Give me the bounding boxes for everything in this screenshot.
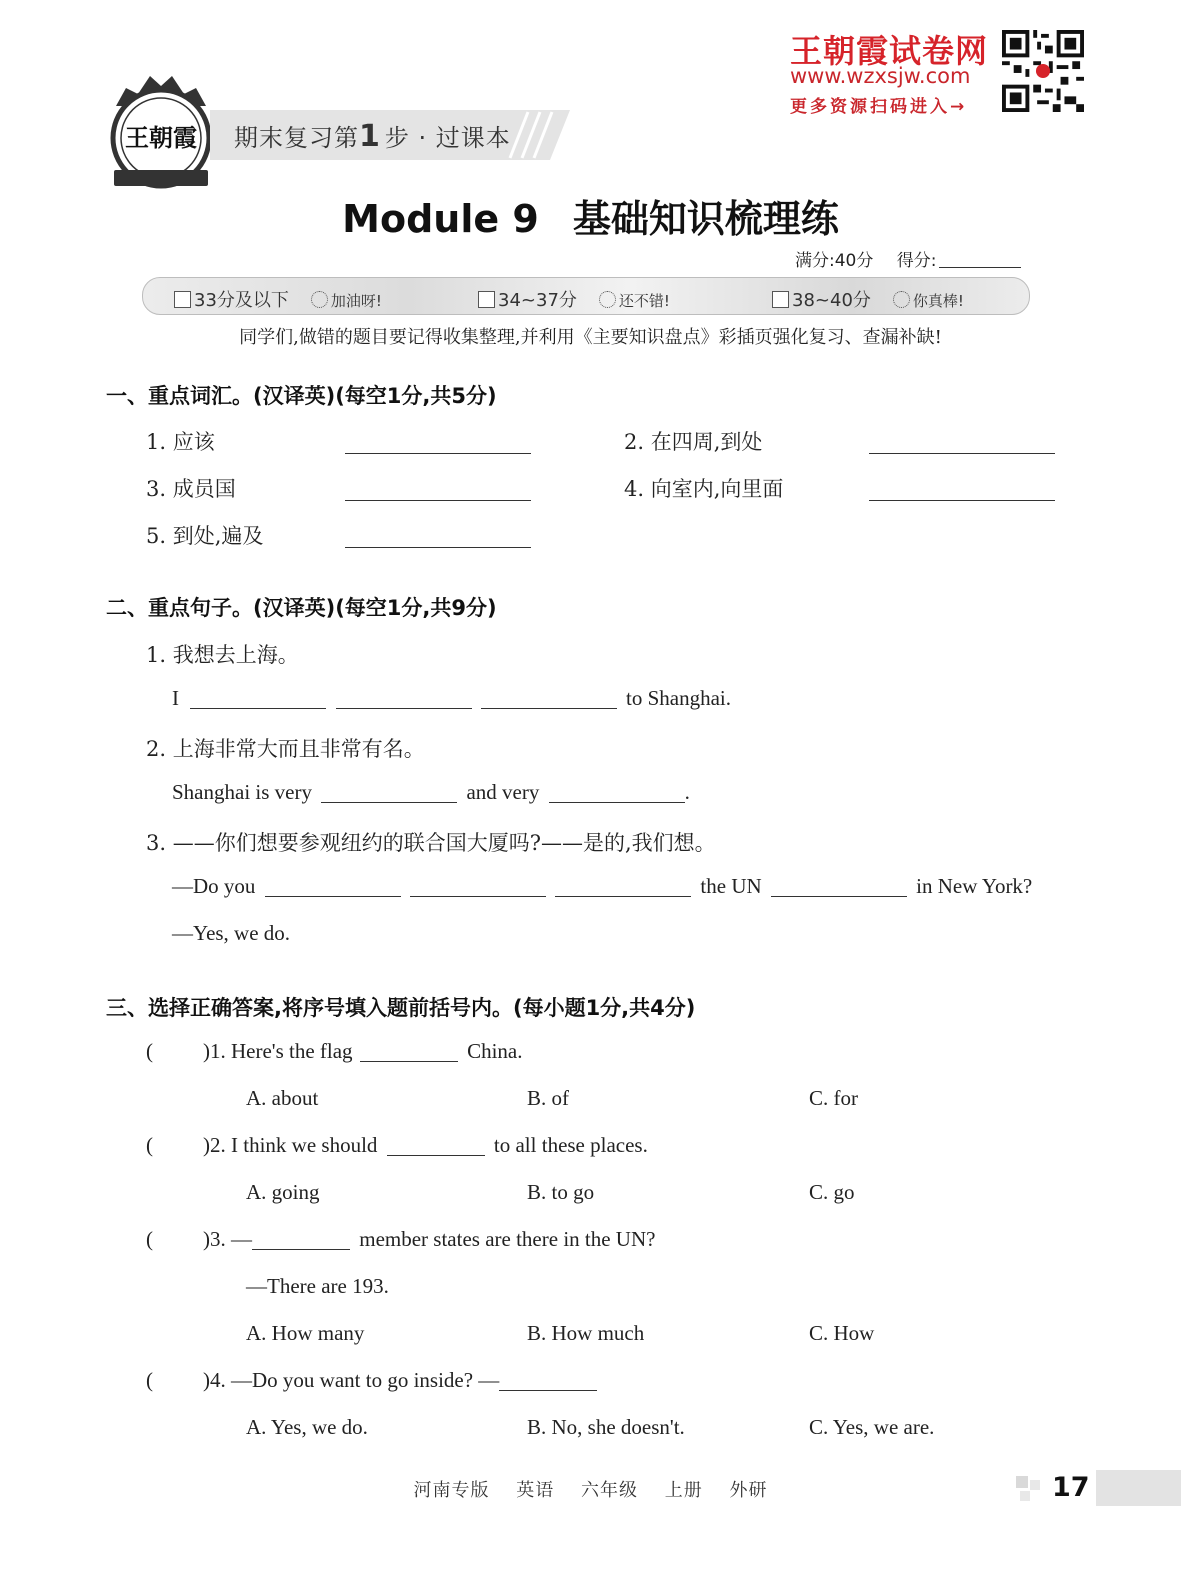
page-number: 17: [1052, 1472, 1090, 1503]
answer-blank[interactable]: [549, 782, 685, 803]
question-text: member states are there in the UN?: [359, 1227, 656, 1251]
smiley-icon: [599, 291, 616, 308]
answer-paren[interactable]: (: [146, 1039, 153, 1063]
answer-blank[interactable]: [265, 876, 401, 897]
option-a[interactable]: A. How many: [246, 1321, 365, 1345]
answer-paren[interactable]: (: [146, 1368, 153, 1392]
question-text: )3. —: [203, 1227, 252, 1251]
option-b[interactable]: B. of: [527, 1086, 569, 1110]
full-score: 满分:40分: [795, 251, 874, 271]
choice-q4: [146, 1368, 597, 1393]
text: Shanghai is very: [172, 780, 312, 804]
logo-text: 王朝霞: [125, 123, 197, 152]
grade-option-1[interactable]: [174, 286, 382, 312]
question-line2: —There are 193.: [246, 1274, 389, 1298]
brand-more-link[interactable]: 更多资源扫码进入→: [790, 97, 968, 117]
checkbox[interactable]: [478, 291, 495, 308]
question-text: )4. —Do you want to go inside? —: [203, 1368, 500, 1392]
answer-blank[interactable]: [321, 782, 457, 803]
step-banner: [234, 118, 511, 154]
section1-heading: 一、重点词汇。(汉译英)(每空1分,共5分): [106, 384, 497, 408]
grade-comment: 加油呀!: [330, 292, 382, 310]
grade-comment: 还不错!: [618, 292, 670, 310]
grade-comment: 你真棒!: [912, 292, 964, 310]
sentence-2-cn: 2. 上海非常大而且非常有名。: [146, 737, 425, 761]
qr-code-icon[interactable]: [1002, 30, 1084, 112]
text: —Do you: [172, 874, 256, 898]
page-number-bar: [1096, 1470, 1181, 1506]
question-text: )1. Here's the flag: [203, 1039, 353, 1063]
option-b[interactable]: B. No, she doesn't.: [527, 1415, 685, 1439]
footer-edition: 河南专版: [413, 1480, 490, 1501]
grade-range: 34~37分: [498, 290, 577, 311]
footer-publisher: 外研: [729, 1480, 768, 1501]
logo-seal: [106, 66, 216, 190]
banner-post: 步 · 过课本: [384, 124, 511, 152]
footer-grade: 六年级: [581, 1480, 638, 1501]
answer-paren[interactable]: (: [146, 1133, 153, 1157]
checkbox[interactable]: [174, 291, 191, 308]
option-b[interactable]: B. How much: [527, 1321, 645, 1345]
section2-heading: 二、重点句子。(汉译英)(每空1分,共9分): [106, 596, 497, 620]
answer-blank[interactable]: [345, 453, 531, 454]
banner-step-number: 1: [359, 119, 381, 154]
text: and very: [466, 780, 540, 804]
grade-range: 33分及以下: [194, 290, 289, 311]
footer: [0, 1476, 1181, 1502]
vocab-item-2: 2. 在四周,到处: [624, 430, 763, 454]
score-label: 得分:: [896, 251, 937, 271]
option-c[interactable]: C. How: [809, 1321, 875, 1345]
option-a[interactable]: A. about: [246, 1086, 319, 1110]
vocab-item-3: 3. 成员国: [146, 477, 236, 501]
banner-pre: 期末复习第: [234, 124, 359, 152]
answer-blank[interactable]: [869, 453, 1055, 454]
question-text: to all these places.: [493, 1133, 648, 1157]
answer-blank[interactable]: [387, 1135, 485, 1156]
sentence-3-en: [172, 874, 1032, 899]
brand-url[interactable]: www.wzxsjw.com: [790, 64, 971, 88]
sentence-1-cn: 1. 我想去上海。: [146, 643, 299, 667]
option-c[interactable]: C. for: [809, 1086, 858, 1110]
option-a[interactable]: A. Yes, we do.: [246, 1415, 368, 1439]
checkbox[interactable]: [772, 291, 789, 308]
review-note: 同学们,做错的题目要记得收集整理,并利用《主要知识盘点》彩插页强化复习、查漏补缺!: [239, 327, 942, 348]
option-c[interactable]: C. Yes, we are.: [809, 1415, 935, 1439]
footer-subject: 英语: [516, 1480, 555, 1501]
answer-blank[interactable]: [345, 547, 531, 548]
smiley-icon: [311, 291, 328, 308]
answer-blank[interactable]: [555, 876, 691, 897]
answer-blank[interactable]: [190, 688, 326, 709]
text: I: [172, 686, 179, 710]
answer-blank[interactable]: [771, 876, 907, 897]
answer-paren[interactable]: (: [146, 1227, 153, 1251]
text: to Shanghai.: [626, 686, 731, 710]
answer-blank[interactable]: [336, 688, 472, 709]
sentence-2-en: [172, 780, 690, 805]
page-title: [0, 188, 1181, 243]
vocab-item-4: 4. 向室内,向里面: [624, 477, 784, 501]
answer-blank[interactable]: [481, 688, 617, 709]
text: the UN: [700, 874, 762, 898]
vocab-item-5: 5. 到处,遍及: [146, 524, 264, 548]
choice-q2: [146, 1133, 648, 1158]
sentence-1-en: [172, 686, 731, 711]
grade-option-3[interactable]: [772, 286, 964, 312]
section3-heading: 三、选择正确答案,将序号填入题前括号内。(每小题1分,共4分): [106, 996, 696, 1020]
sentence-3-answer: —Yes, we do.: [172, 921, 291, 945]
grade-range: 38~40分: [792, 290, 871, 311]
footer-volume: 上册: [664, 1480, 703, 1501]
smiley-icon: [893, 291, 910, 308]
vocab-item-1: 1. 应该: [146, 430, 215, 454]
module-subtitle: 基础知识梳理练: [572, 197, 839, 241]
answer-blank[interactable]: [869, 500, 1055, 501]
grade-option-2[interactable]: [478, 286, 670, 312]
module-title: Module 9: [342, 197, 539, 241]
option-b[interactable]: B. to go: [527, 1180, 595, 1204]
page-decor-icon: [1016, 1476, 1046, 1504]
score-blank[interactable]: [939, 251, 1021, 268]
answer-blank[interactable]: [499, 1370, 597, 1391]
question-text: )2. I think we should: [203, 1133, 378, 1157]
text: in New York?: [916, 874, 1033, 898]
question-text: China.: [467, 1039, 523, 1063]
answer-blank[interactable]: [345, 500, 531, 501]
option-a[interactable]: A. going: [246, 1180, 320, 1204]
brand-name: 王朝霞试卷网: [790, 32, 989, 70]
score-line: [795, 246, 1021, 271]
answer-blank[interactable]: [360, 1041, 458, 1062]
answer-blank[interactable]: [252, 1229, 350, 1250]
choice-q3: [146, 1227, 655, 1252]
text: .: [684, 780, 690, 804]
answer-blank[interactable]: [410, 876, 546, 897]
option-c[interactable]: C. go: [809, 1180, 855, 1204]
choice-q1: [146, 1039, 522, 1064]
sentence-3-cn: 3. ——你们想要参观纽约的联合国大厦吗?——是的,我们想。: [146, 831, 716, 855]
